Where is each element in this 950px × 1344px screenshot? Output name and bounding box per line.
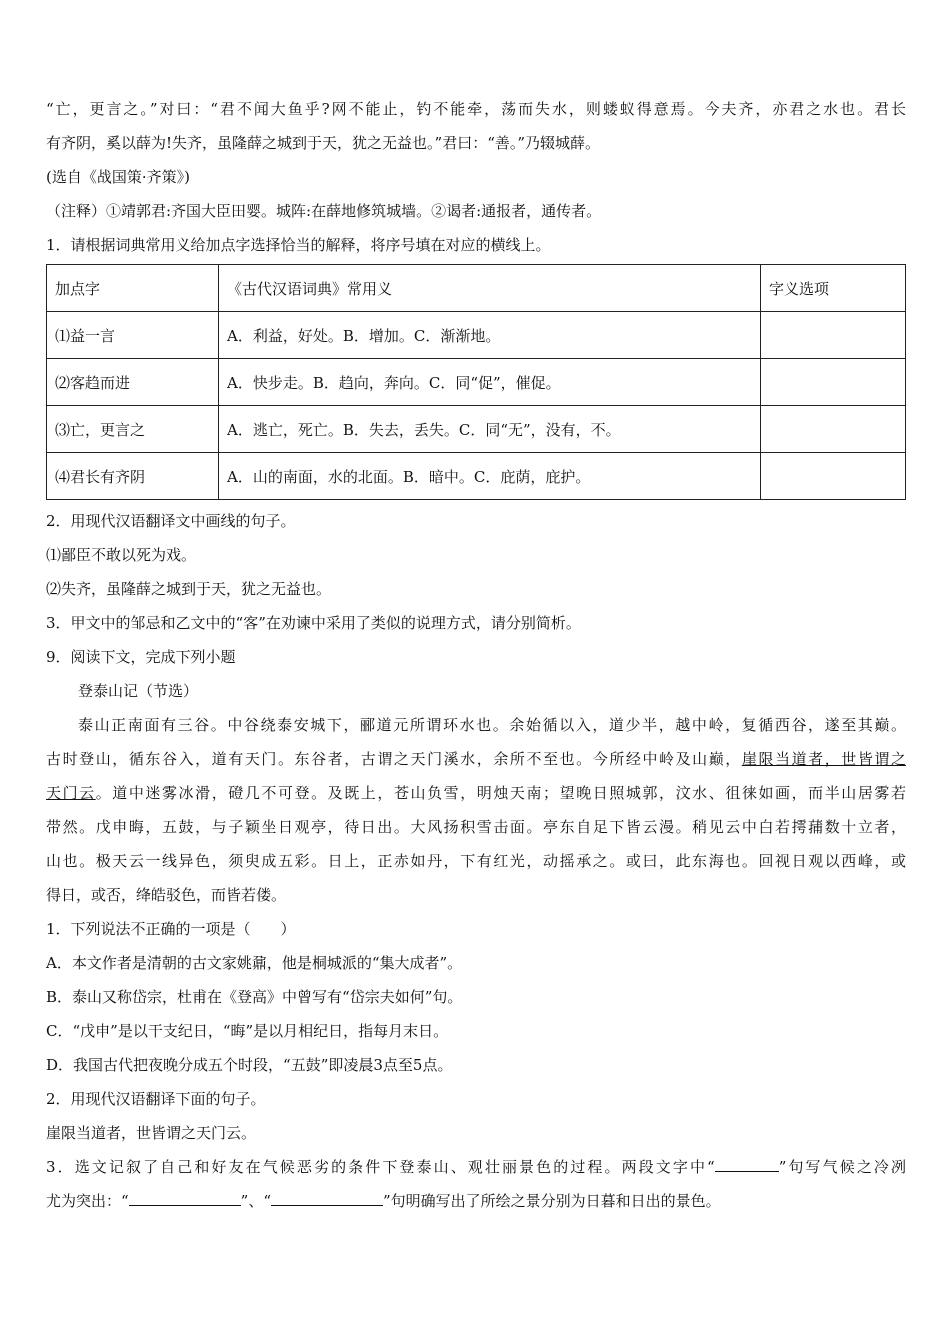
question-text: ”句写气候之冷冽 xyxy=(778,1158,906,1176)
passage-text: 古时登山，循东谷入，道有天门。东谷者，古谓之天门溪水，余所不至也。今所经中岭及山巅， xyxy=(46,750,742,768)
table-row xyxy=(47,312,906,359)
document-page xyxy=(46,92,906,1218)
q9-header: 9．阅读下文，完成下列小题 xyxy=(46,648,236,666)
table-header-cell: 字义选项 xyxy=(761,265,906,312)
passage-line-4: 带然。戊申晦，五鼓，与子颖坐日观亭，待日出。大风扬积雪击面。亭东自足下皆云漫。稍见云中白若摴蒱数十立者， xyxy=(46,818,906,836)
passage-b-source: (选自《战国策·齐策》) xyxy=(46,168,190,186)
q8-question-2-item-1: ⑴鄙臣不敢以死为戏。 xyxy=(46,546,197,564)
table-cell-answer[interactable] xyxy=(761,359,906,406)
passage-b-line-1: “亡，更言之。”对曰：“君不闻大鱼乎?网不能止，钓不能牵，荡而失水，则蝼蚁得意焉。今夫齐，亦君之水也。君长 xyxy=(46,100,906,118)
passage-title: 登泰山记（节选） xyxy=(78,682,199,700)
table-cell-meaning: A．逃亡，死亡。B．失去，丢失。C．同“无”，没有，不。 xyxy=(219,406,761,453)
q9-question-3-line-2 xyxy=(46,1184,906,1218)
option-d[interactable]: D．我国古代把夜晚分成五个时段，“五鼓”即凌晨3点至5点。 xyxy=(46,1056,453,1074)
q8-question-2-item-2: ⑵失齐，虽隆薛之城到于天，犹之无益也。 xyxy=(46,580,332,598)
passage-line-2 xyxy=(46,742,906,776)
q8-question-2: 2．用现代汉语翻译文中画线的句子。 xyxy=(46,512,296,530)
q9-question-1: 1．下列说法不正确的一项是（ ） xyxy=(46,920,296,938)
table-cell-meaning: A．利益，好处。B．增加。C．渐渐地。 xyxy=(219,312,761,359)
q9-question-2-sentence: 崖限当道者，世皆谓之天门云。 xyxy=(46,1124,257,1142)
answer-blank[interactable] xyxy=(715,1155,779,1172)
passage-line-6: 得日，或否，绛皓驳色，而皆若偻。 xyxy=(46,886,287,904)
table-cell-answer[interactable] xyxy=(761,406,906,453)
table-header-cell: 《古代汉语词典》常用义 xyxy=(219,265,761,312)
passage-line-1: 泰山正南面有三谷。中谷绕泰安城下，郦道元所谓环水也。余始循以入，道少半，越中岭，复循西谷，遂至其巅。 xyxy=(78,716,906,734)
q8-question-3: 3．甲文中的邹忌和乙文中的“客”在劝谏中采用了类似的说理方式，请分别简析。 xyxy=(46,614,581,632)
vocabulary-table xyxy=(46,264,906,500)
table-cell-meaning: A．山的南面，水的北面。B．暗中。C．庇荫，庇护。 xyxy=(219,453,761,500)
table-header-row xyxy=(47,265,906,312)
question-text: 3．选文记叙了自己和好友在气候恶劣的条件下登泰山、观壮丽景色的过程。两段文字中“ xyxy=(46,1158,715,1176)
table-cell-meaning: A．快步走。B．趋向，奔向。C．同“促”，催促。 xyxy=(219,359,761,406)
table-row xyxy=(47,453,906,500)
table-cell-word: ⑵客趋而进 xyxy=(47,359,219,406)
question-text: 尤为突出：“ xyxy=(46,1192,129,1210)
option-b[interactable]: B．泰山又称岱宗，杜甫在《登高》中曾写有“岱宗夫如何”句。 xyxy=(46,988,463,1006)
table-row xyxy=(47,406,906,453)
passage-line-3 xyxy=(46,776,906,810)
passage-line-5: 山也。极天云一线异色，须臾成五彩。日上，正赤如丹，下有红光，动摇承之。或曰，此东海也。回视日观以西峰，或 xyxy=(46,852,906,870)
table-row xyxy=(47,359,906,406)
table-cell-word: ⑴益一言 xyxy=(47,312,219,359)
table-cell-answer[interactable] xyxy=(761,453,906,500)
underlined-sentence: 天门云 xyxy=(46,784,96,802)
question-text: ”句明确写出了所绘之景分别为日暮和日出的景色。 xyxy=(383,1192,721,1210)
table-cell-answer[interactable] xyxy=(761,312,906,359)
answer-blank[interactable] xyxy=(129,1189,241,1206)
q8-question-1: 1．请根据词典常用义给加点字选择恰当的解释，将序号填在对应的横线上。 xyxy=(46,236,551,254)
answer-blank[interactable] xyxy=(271,1189,383,1206)
passage-b-line-2: 有齐阴，奚以薛为!失齐，虽隆薛之城到于天，犹之无益也。”君曰：“善。”乃辍城薛。 xyxy=(46,134,601,152)
table-cell-word: ⑶亡，更言之 xyxy=(47,406,219,453)
underlined-sentence: 崖限当道者，世皆谓之 xyxy=(741,750,906,768)
passage-b-note: （注释）①靖郭君:齐国大臣田婴。城阵:在薛地修筑城墙。②谒者:通报者，通传者。 xyxy=(46,202,602,220)
table-header-cell: 加点字 xyxy=(47,265,219,312)
q9-question-2: 2．用现代汉语翻译下面的句子。 xyxy=(46,1090,266,1108)
option-a[interactable]: A．本文作者是清朝的古文家姚鼐，他是桐城派的“集大成者”。 xyxy=(46,954,463,972)
table-cell-word: ⑷君长有齐阴 xyxy=(47,453,219,500)
q9-question-3-line-1 xyxy=(46,1150,906,1184)
passage-text: 。道中迷雾冰滑，磴几不可登。及既上，苍山负雪，明烛天南；望晚日照城郭，汶水、徂徕如画，而半山居雾若 xyxy=(95,784,906,802)
option-c[interactable]: C．“戊申”是以干支纪日，“晦”是以月相纪日，指每月末日。 xyxy=(46,1022,449,1040)
question-text: ”、“ xyxy=(240,1192,272,1210)
